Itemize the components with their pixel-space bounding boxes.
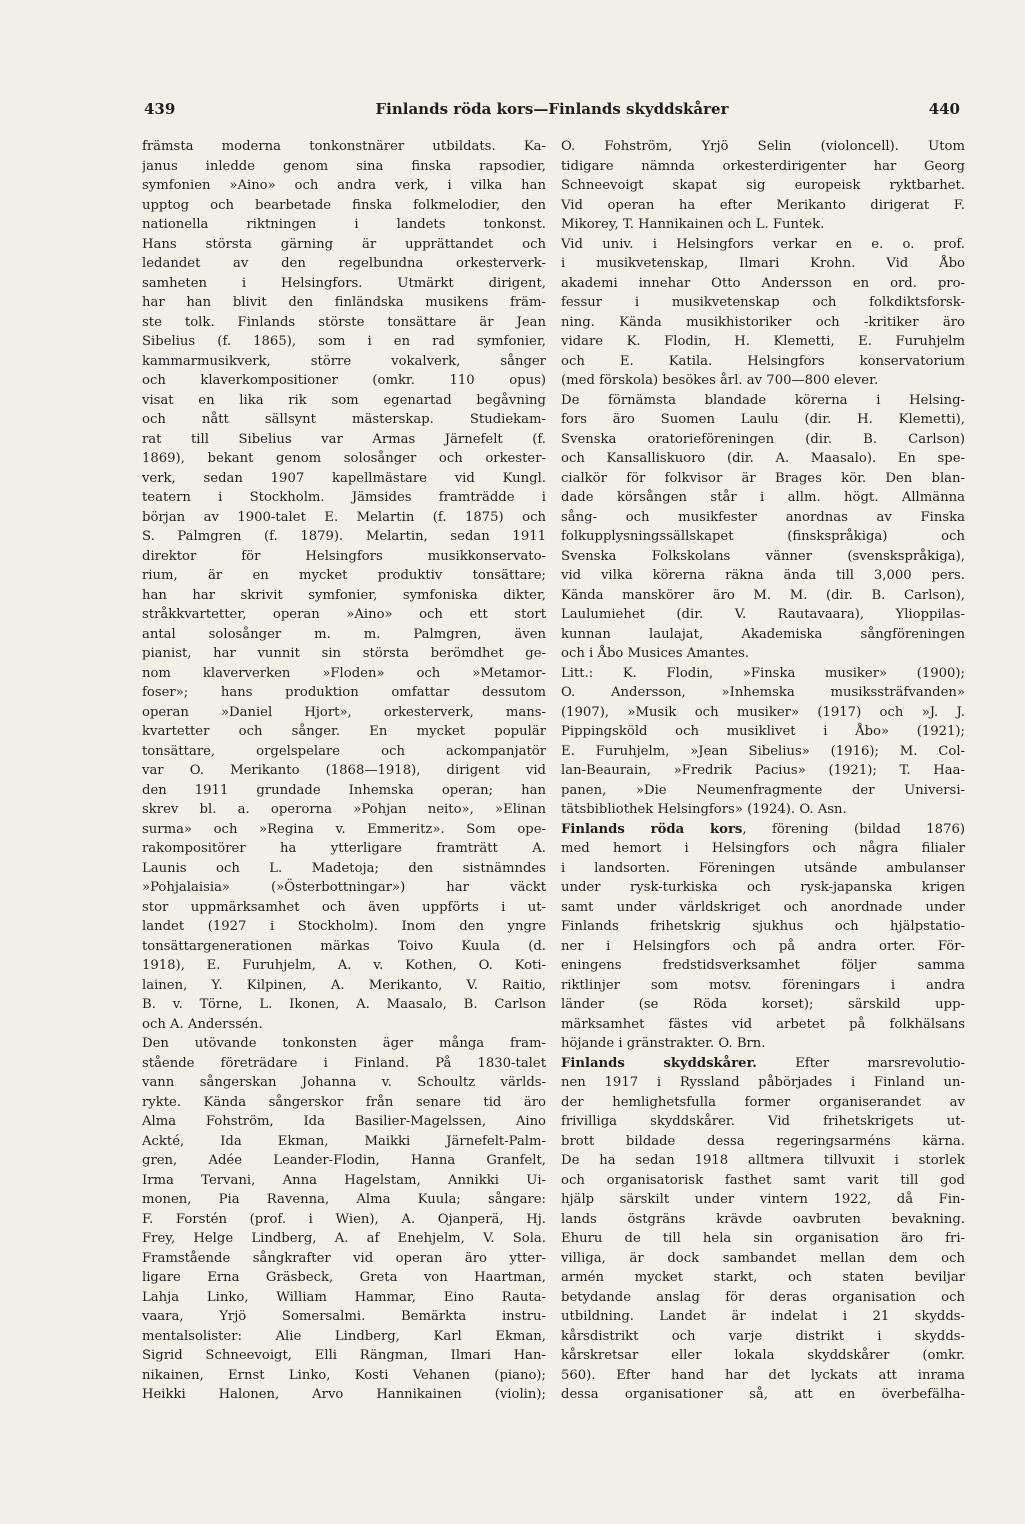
text-line: villiga, är dock sambandet mellan dem och [561, 1250, 965, 1266]
text-line: frivilliga skyddskårer. Vid frihetskrigets ut- [561, 1114, 965, 1129]
text-line: Alma Fohström, Ida Basilier-Magelssen, Aino [142, 1114, 546, 1129]
text-line: hjälp särskilt under vintern 1922, då Fin- [561, 1192, 965, 1207]
entry-headword: Finlands röda kors [561, 821, 743, 837]
text-line: landet (1927 i Stockholm). Inom den yngre [142, 919, 546, 934]
text-line: stråkkvartetter, operan »Aino» och ett stort [142, 607, 546, 622]
text-line: tätsbibliothek Helsingfors» (1924). O. Asn. [561, 802, 847, 817]
text-line: lainen, Y. Kilpinen, A. Merikanto, V. Raitio, [142, 977, 546, 993]
text-line: ledandet av den regelbundna orkesterverk- [142, 256, 546, 271]
text-line: kvartetter och sånger. En mycket populär [142, 724, 546, 739]
text-line: och i Åbo Musices Amantes. [561, 646, 750, 661]
text-line: Launis och L. Madetoja; den sistnämndes [142, 860, 546, 876]
text-line: tidigare nämnda orkesterdirigenter har Georg [561, 158, 965, 174]
text-line: teatern i Stockholm. Jämsides framträdde i [142, 490, 546, 505]
text-line: Svenska oratorieföreningen (dir. B. Carlson) [561, 431, 965, 447]
text-line: rium, är en mycket produktiv tonsättare; [142, 568, 546, 583]
text-line: skrev bl. a. operorna »Pohjan neito», »Elinan [142, 802, 546, 817]
text-line: stor uppmärksamhet och även uppförts i ut- [142, 899, 546, 915]
text-line: vaara, Yrjö Somersalmi. Bemärkta instru- [142, 1309, 546, 1324]
text-line: kammarmusikverk, större vokalverk, sånger [142, 353, 546, 369]
text-line: i landsorten. Föreningen utsände ambulanser [561, 860, 965, 876]
text-line: der hemlighetsfulla former organiserandet av [561, 1094, 965, 1110]
text-line: 1918), E. Furuhjelm, A. v. Kothen, O. Koti- [142, 958, 546, 973]
text-line: armén mycket starkt, och staten beviljar [561, 1270, 965, 1285]
text-line: Irma Tervani, Anna Hagelstam, Annikki Ui- [142, 1172, 546, 1188]
text-line: Den utövande tonkonsten äger många fram- [142, 1036, 546, 1051]
text-line: Vid operan ha efter Merikanto dirigerat F. [561, 197, 965, 213]
text-line: 560). Efter hand har det lyckats att inrama [561, 1367, 965, 1383]
text-line: cialkör för folkvisor är Brages kör. Den blan- [561, 470, 965, 486]
text-line: i musikvetenskap, Ilmari Krohn. Vid Åbo [561, 256, 965, 271]
text-line: Finlands skyddskårer. Efter marsrevolutio- [561, 1055, 965, 1071]
text-line: Finlands frihetskrig sjukhus och hjälpstatio- [561, 919, 965, 934]
text-line: tonsättargenerationen märkas Toivo Kuula (d. [142, 938, 546, 954]
text-line: Schneevoigt skapat sig europeisk ryktbarhet. [561, 178, 965, 193]
text-line: nikainen, Ernst Linko, Kosti Vehanen (piano); [142, 1367, 546, 1383]
text-line: tonsättare, orgelspelare och ackompanjatör [142, 743, 546, 759]
text-line: lan-Beaurain, »Fredrik Pacius» (1921); T. Haa- [561, 763, 965, 778]
text-line: eningens fredstidsverksamhet följer samma [561, 958, 965, 973]
text-line: rat till Sibelius var Armas Järnefelt (f. [142, 431, 546, 447]
text-line: S. Palmgren (f. 1879). Melartin, sedan 1911 [142, 529, 546, 544]
text-line: under rysk-turkiska och rysk-japanska krigen [561, 880, 965, 895]
left-column [142, 137, 546, 1402]
text-line: upptog och bearbetade finska folkmelodier, den [142, 197, 546, 213]
text-line: Sigrid Schneevoigt, Elli Rängman, Ilmari Han- [142, 1348, 546, 1363]
text-line: länder (se Röda korset); särskild upp- [561, 997, 965, 1012]
text-line: panen, »Die Neumenfragmente der Universi- [561, 782, 965, 798]
text-line: har han blivit den finländska musikens främ- [142, 295, 546, 310]
text-line: Laulumiehet (dir. V. Rautavaara), Ylioppilas- [561, 607, 965, 622]
text-line: fessur i musikvetenskap och folkdiktsforsk- [561, 295, 965, 310]
text-line: var O. Merikanto (1868—1918), dirigent vid [142, 763, 546, 778]
text-line: janus inledde genom sina finska rapsodier, [142, 158, 546, 174]
text-line: och A. Anderssén. [142, 1016, 263, 1032]
right-page-number: 440 [928, 100, 960, 118]
text-line: visat en lika rik som egenartad begåvning [142, 392, 546, 408]
text-line: samheten i Helsingfors. Utmärkt dirigent, [142, 275, 546, 291]
text-line: början av 1900-talet E. Melartin (f. 1875) och [142, 509, 546, 525]
text-line: B. v. Törne, L. Ikonen, A. Maasalo, B. Carlson [142, 997, 546, 1012]
text-line: rykte. Kända sångerskor från senare tid äro [142, 1094, 546, 1110]
text-line: Ehuru de till hela sin organisation äro fri- [561, 1231, 965, 1246]
running-header [144, 100, 960, 124]
text-line: verk, sedan 1907 kapellmästare vid Kungl. [142, 470, 546, 486]
text-line: mentalsolister: Alie Lindberg, Karl Ekman, [142, 1328, 546, 1344]
text-line: monen, Pia Ravenna, Alma Kuula; sångare: [142, 1192, 546, 1207]
running-title: Finlands röda kors—Finlands skyddskårer [375, 100, 729, 118]
text-line: ste tolk. Finlands störste tonsättare är Jean [142, 314, 546, 330]
text-line: lands östgräns krävde oavbruten bevakning. [561, 1211, 965, 1227]
entry-headword: Finlands skyddskårer. [561, 1055, 757, 1071]
text-line: ning. Kända musikhistoriker och -kritiker äro [561, 314, 965, 330]
text-line: Litt.: K. Flodin, »Finska musiker» (1900); [561, 665, 965, 681]
text-line: O. Andersson, »Inhemska musikssträfvanden» [561, 685, 965, 700]
text-line: Framstående sångkrafter vid operan äro ytter- [142, 1250, 546, 1266]
text-line: surma» och »Regina v. Emmeritz». Som ope- [142, 821, 546, 837]
text-line: Mikorey, T. Hannikainen och L. Funtek. [561, 217, 825, 232]
text-line: vidare K. Flodin, H. Klemetti, E. Furuhjelm [561, 334, 965, 349]
text-line: akademi innehar Otto Andersson en ord. pro- [561, 275, 965, 291]
text-line: vid vilka körerna räkna ända till 3,000 pers. [561, 568, 965, 583]
text-line: kårsdistrikt och varje distrikt i skydds- [561, 1328, 965, 1344]
text-line: Frey, Helge Lindberg, A. af Enehjelm, V. Sola. [142, 1231, 546, 1246]
text-line: kunnan laulajat, Akademiska sångföreningen [561, 626, 965, 642]
text-line: märksamhet fästes vid arbetet på folkhälsans [561, 1016, 965, 1032]
text-line: (med förskola) besökes årl. av 700—800 elever. [561, 373, 879, 388]
text-line: sång- och musikfester anordnas av Finska [561, 509, 965, 525]
text-line: ner i Helsingfors och på andra orter. För- [561, 938, 965, 954]
right-column [561, 137, 965, 1402]
text-line: folkupplysningssällskapet (finskspråkiga) och [561, 529, 965, 544]
text-line: dade körsången står i allm. högt. Allmänna [561, 490, 965, 505]
text-line: »Pohjalaisia» (»Österbottningar») har väckt [142, 880, 546, 895]
text-line: den 1911 grundade Inhemska operan; han [142, 782, 546, 798]
text-line: symfonien »Aino» och andra verk, i vilka han [142, 178, 546, 193]
text-line: Lahja Linko, William Hammar, Eino Rauta- [142, 1289, 546, 1305]
text-line: Kända manskörer äro M. M. (dir. B. Carlson), [561, 587, 965, 603]
left-page-number: 439 [144, 100, 176, 118]
text-line: pianist, har vunnit sin största berömdhet ge- [142, 646, 546, 661]
text-line: rakompositörer ha ytterligare framträtt A. [142, 841, 546, 856]
text-line: nom klaververken »Floden» och »Metamor- [142, 665, 546, 681]
text-line: nen 1917 i Ryssland påbörjades i Finland un- [561, 1075, 965, 1090]
text-line: Heikki Halonen, Arvo Hannikainen (violin); [142, 1387, 546, 1402]
text-line: F. Forstén (prof. i Wien), A. Ojanperä, Hj. [142, 1211, 546, 1227]
text-line: nationella riktningen i landets tonkonst. [142, 217, 546, 232]
text-line: Pippingsköld och musiklivet i Åbo» (1921); [561, 724, 965, 739]
text-line: De ha sedan 1918 alltmera tillvuxit i storlek [561, 1153, 965, 1168]
text-line: och nått sällsynt mästerskap. Studiekam- [142, 412, 546, 427]
text-line: De förnämsta blandade körerna i Helsing- [561, 392, 965, 408]
text-line: dessa organisationer så, att en överbefälha- [561, 1387, 965, 1402]
text-line: och Kansalliskuoro (dir. A. Maasalo). En spe- [561, 451, 965, 466]
text-line: och organisatorisk fasthet samt varit till god [561, 1172, 965, 1188]
text-line: 1869), bekant genom solosånger och orkester- [142, 451, 546, 466]
text-line: ligare Erna Gräsbeck, Greta von Haartman, [142, 1270, 546, 1285]
text-line: foser»; hans produktion omfattar dessutom [142, 685, 546, 700]
text-line: gren, Adée Leander-Flodin, Hanna Granfelt, [142, 1153, 546, 1168]
text-line: brott bildade dessa regeringsarméns kärna. [561, 1133, 965, 1149]
text-line: (1907), »Musik och musiker» (1917) och »J. J. [561, 704, 965, 720]
text-line: stående företrädare i Finland. På 1830-talet [142, 1055, 546, 1071]
text-line: höjande i gränstrakter. O. Brn. [561, 1036, 766, 1051]
text-line: samt under världskriget och anordnade under [561, 899, 965, 915]
text-line: Sibelius (f. 1865), som i en rad symfonier, [142, 334, 546, 349]
text-line: kårskretsar eller lokala skyddskårer (omkr. [561, 1348, 965, 1363]
text-line: E. Furuhjelm, »Jean Sibelius» (1916); M. Col- [561, 743, 965, 759]
text-line: främsta moderna tonkonstnärer utbildats. Ka- [142, 139, 546, 154]
text-line: riktlinjer som motsv. föreningars i andra [561, 977, 965, 993]
text-line: vann sångerskan Johanna v. Schoultz världs- [142, 1075, 546, 1090]
text-line: antal solosånger m. m. Palmgren, även [142, 626, 546, 642]
text-line: och E. Katila. Helsingfors konservatorium [561, 353, 965, 369]
text-line: operan »Daniel Hjort», orkesterverk, mans- [142, 704, 546, 720]
text-line: Hans största gärning är upprättandet och [142, 236, 546, 252]
text-line: betydande anslag för deras organisation och [561, 1289, 965, 1305]
text-line: med hemort i Helsingfors och några filialer [561, 841, 965, 856]
text-line: han har skrivit symfonier, symfoniska dikter, [142, 587, 546, 603]
text-line: Ackté, Ida Ekman, Maikki Järnefelt-Palm- [142, 1133, 546, 1149]
text-line: utbildning. Landet är indelat i 21 skydds- [561, 1309, 965, 1324]
text-line: O. Fohström, Yrjö Selin (violoncell). Utom [561, 139, 965, 154]
text-line: Vid univ. i Helsingfors verkar en e. o. prof. [561, 236, 965, 252]
text-line: Svenska Folkskolans vänner (svenskspråkiga), [561, 548, 965, 564]
text-line: fors äro Suomen Laulu (dir. H. Klemetti), [561, 412, 965, 427]
text-line: och klaverkompositioner (omkr. 110 opus) [142, 373, 546, 388]
text-line: Finlands röda kors, förening (bildad 1876) [561, 821, 965, 837]
text-line: direktor för Helsingfors musikkonservato- [142, 548, 546, 564]
